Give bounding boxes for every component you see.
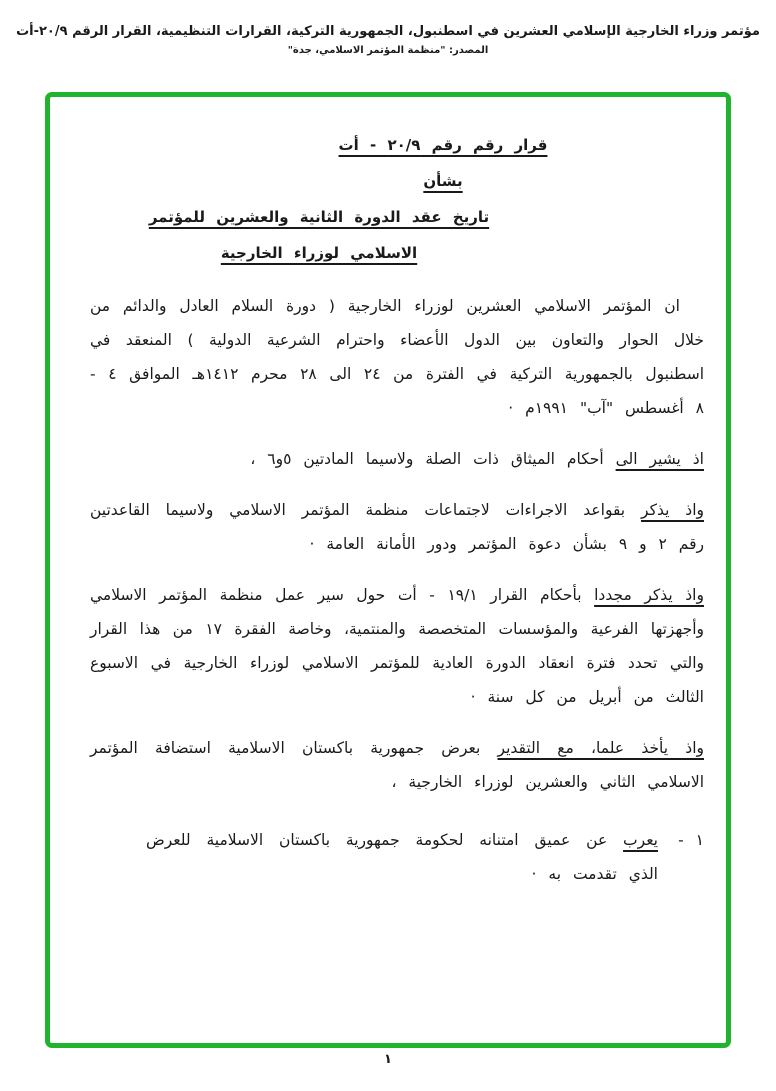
header-source-line: المصدر: "منظمة المؤتمر الاسلامي، جدة" bbox=[287, 45, 489, 56]
operative-item-1 bbox=[90, 823, 704, 891]
paragraph-text: بأحكام القرار ١٩/١ - أت حول سير عمل منظمة المؤتمر الاسلامي وأجهزتها الفرعية والمؤسسات المتخصصة والمنتمية، وخاصة الفقرة ١٧ من هذا القرار والتي تحدد فترة انعقاد الدورة العادية للمؤتمر الاسلامي لوزراء الخارجية في الاسبوع الثالث من أبريل من كل سنة · bbox=[90, 586, 704, 706]
resolution-number-line: قرار رقم رقم ٢٠/٩ - أت bbox=[338, 136, 548, 154]
lead-phrase: واذ يذكر bbox=[641, 501, 704, 519]
lead-phrase: اذ يشير الى bbox=[615, 450, 704, 468]
preamble-paragraph bbox=[90, 578, 704, 714]
resolution-title-block bbox=[90, 127, 704, 271]
lead-phrase: واذ يأخذ علما، مع التقدير bbox=[497, 739, 704, 757]
page-number: ١ bbox=[384, 1052, 392, 1067]
resolution-regarding-line: بشأن bbox=[423, 172, 463, 190]
lead-phrase: واذ يذكر مجددا bbox=[594, 586, 704, 604]
header-title: مؤتمر وزراء الخارجية الإسلامي العشرين في اسطنبول، الجمهورية التركية، القرارات التنظيمية، القرار الرقم ٢٠/٩-أت bbox=[16, 24, 760, 39]
preamble-paragraph bbox=[90, 289, 704, 425]
lead-phrase: يعرب bbox=[623, 831, 658, 849]
resolution-subject-line-1: تاريخ عقد الدورة الثانية والعشرين للمؤتمر bbox=[148, 208, 490, 226]
paragraph-text: عن عميق امتنانه لحكومة جمهورية باكستان الاسلامية للعرض الذي تقدمت به · bbox=[146, 831, 658, 883]
paragraph-text: بقواعد الاجراءات لاجتماعات منظمة المؤتمر الاسلامي ولاسيما القاعدتين رقم ٢ و ٩ بشأن دعوة المؤتمر ودور الأمانة العامة · bbox=[90, 501, 704, 553]
paragraph-text: أحكام الميثاق ذات الصلة ولاسيما المادتين ٥و٦ ، bbox=[250, 450, 604, 468]
resolution-subject-line-2: الاسلامي لوزراء الخارجية bbox=[220, 244, 418, 262]
preamble-paragraph bbox=[90, 731, 704, 799]
item-number: ١ - bbox=[678, 831, 704, 849]
page-header bbox=[0, 24, 776, 56]
item-text bbox=[90, 823, 658, 891]
preamble-paragraph bbox=[90, 493, 704, 561]
preamble-paragraph bbox=[90, 442, 704, 476]
green-annotation-frame bbox=[45, 92, 731, 1048]
paragraph-text: بعرض جمهورية باكستان الاسلامية استضافة المؤتمر الاسلامي الثاني والعشرين لوزراء الخارجية ، bbox=[90, 739, 704, 791]
paragraph-text: ان المؤتمر الاسلامي العشرين لوزراء الخارجية ( دورة السلام العادل والدائم من خلال الحوار والتعاون بين الدول الأعضاء واحترام الشرعية الدولية ) المنعقد في اسطنبول بالجمهورية التركية في الفترة من ٢٤ الى ٢٨ محرم ١٤١٢هـ الموافق ٤ - ٨ أغسطس "آب" ١٩٩١م · bbox=[90, 297, 705, 417]
